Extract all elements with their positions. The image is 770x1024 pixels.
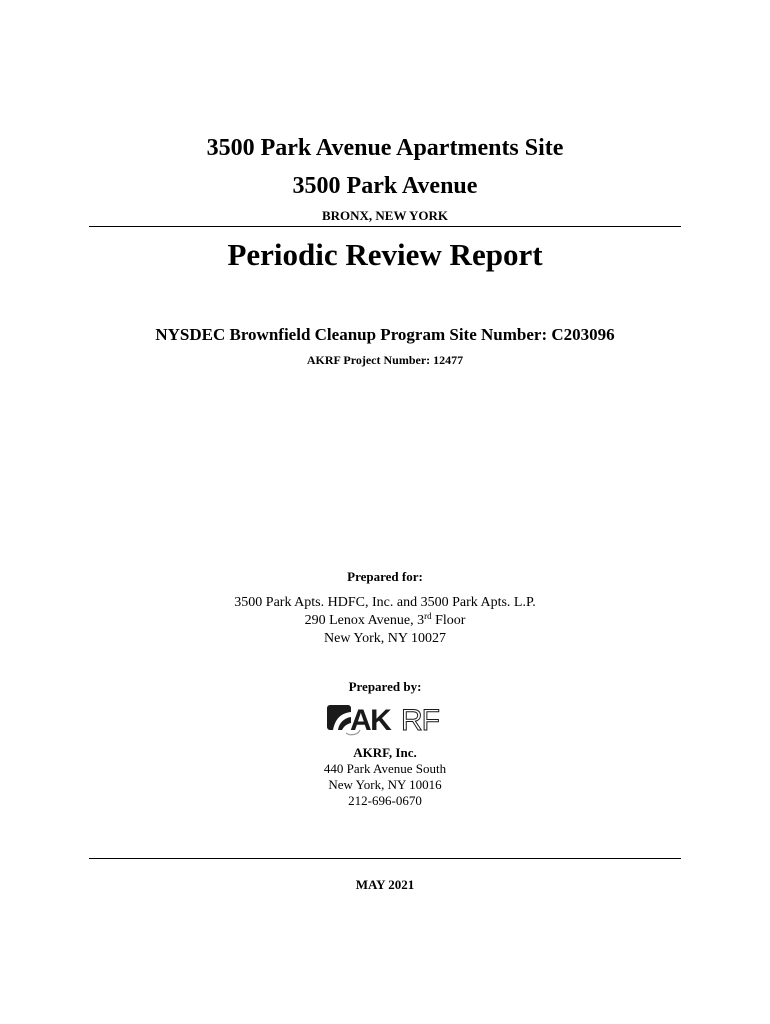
client-street [0,612,770,630]
company-city: New York, NY 10016 [328,777,442,792]
client-address-block [0,594,770,648]
site-city: BRONX, NEW YORK [321,208,449,223]
bottom-divider [89,858,681,859]
client-city: New York, NY 10027 [324,631,446,646]
prepared-by-label: Prepared by: [348,679,422,694]
client-street-prefix: 290 Lenox Avenue, 3 [304,613,425,628]
report-date: MAY 2021 [355,877,415,892]
company-contact-block [0,745,770,809]
project-number-line: AKRF Project Number: 12477 [306,353,464,367]
report-title: Periodic Review Report [227,237,543,272]
client-street-suffix: Floor [431,613,466,628]
company-street: 440 Park Avenue South [323,761,447,776]
akrf-logo-bold-text: AK [350,704,391,736]
company-name: AKRF, Inc. [353,745,417,760]
site-title: 3500 Park Avenue Apartments Site [206,135,564,161]
site-address: 3500 Park Avenue [292,173,478,199]
company-phone: 212-696-0670 [348,793,422,808]
akrf-logo-light-text: RF [401,704,439,736]
client-street-sup: rd [424,611,432,621]
prepared-for-label: Prepared for: [347,569,423,584]
top-divider [89,226,681,227]
client-name: 3500 Park Apts. HDFC, Inc. and 3500 Park Apts. L.P. [234,595,536,610]
akrf-logo [326,700,444,736]
site-number-line: NYSDEC Brownfield Cleanup Program Site Number: C203096 [155,325,615,344]
